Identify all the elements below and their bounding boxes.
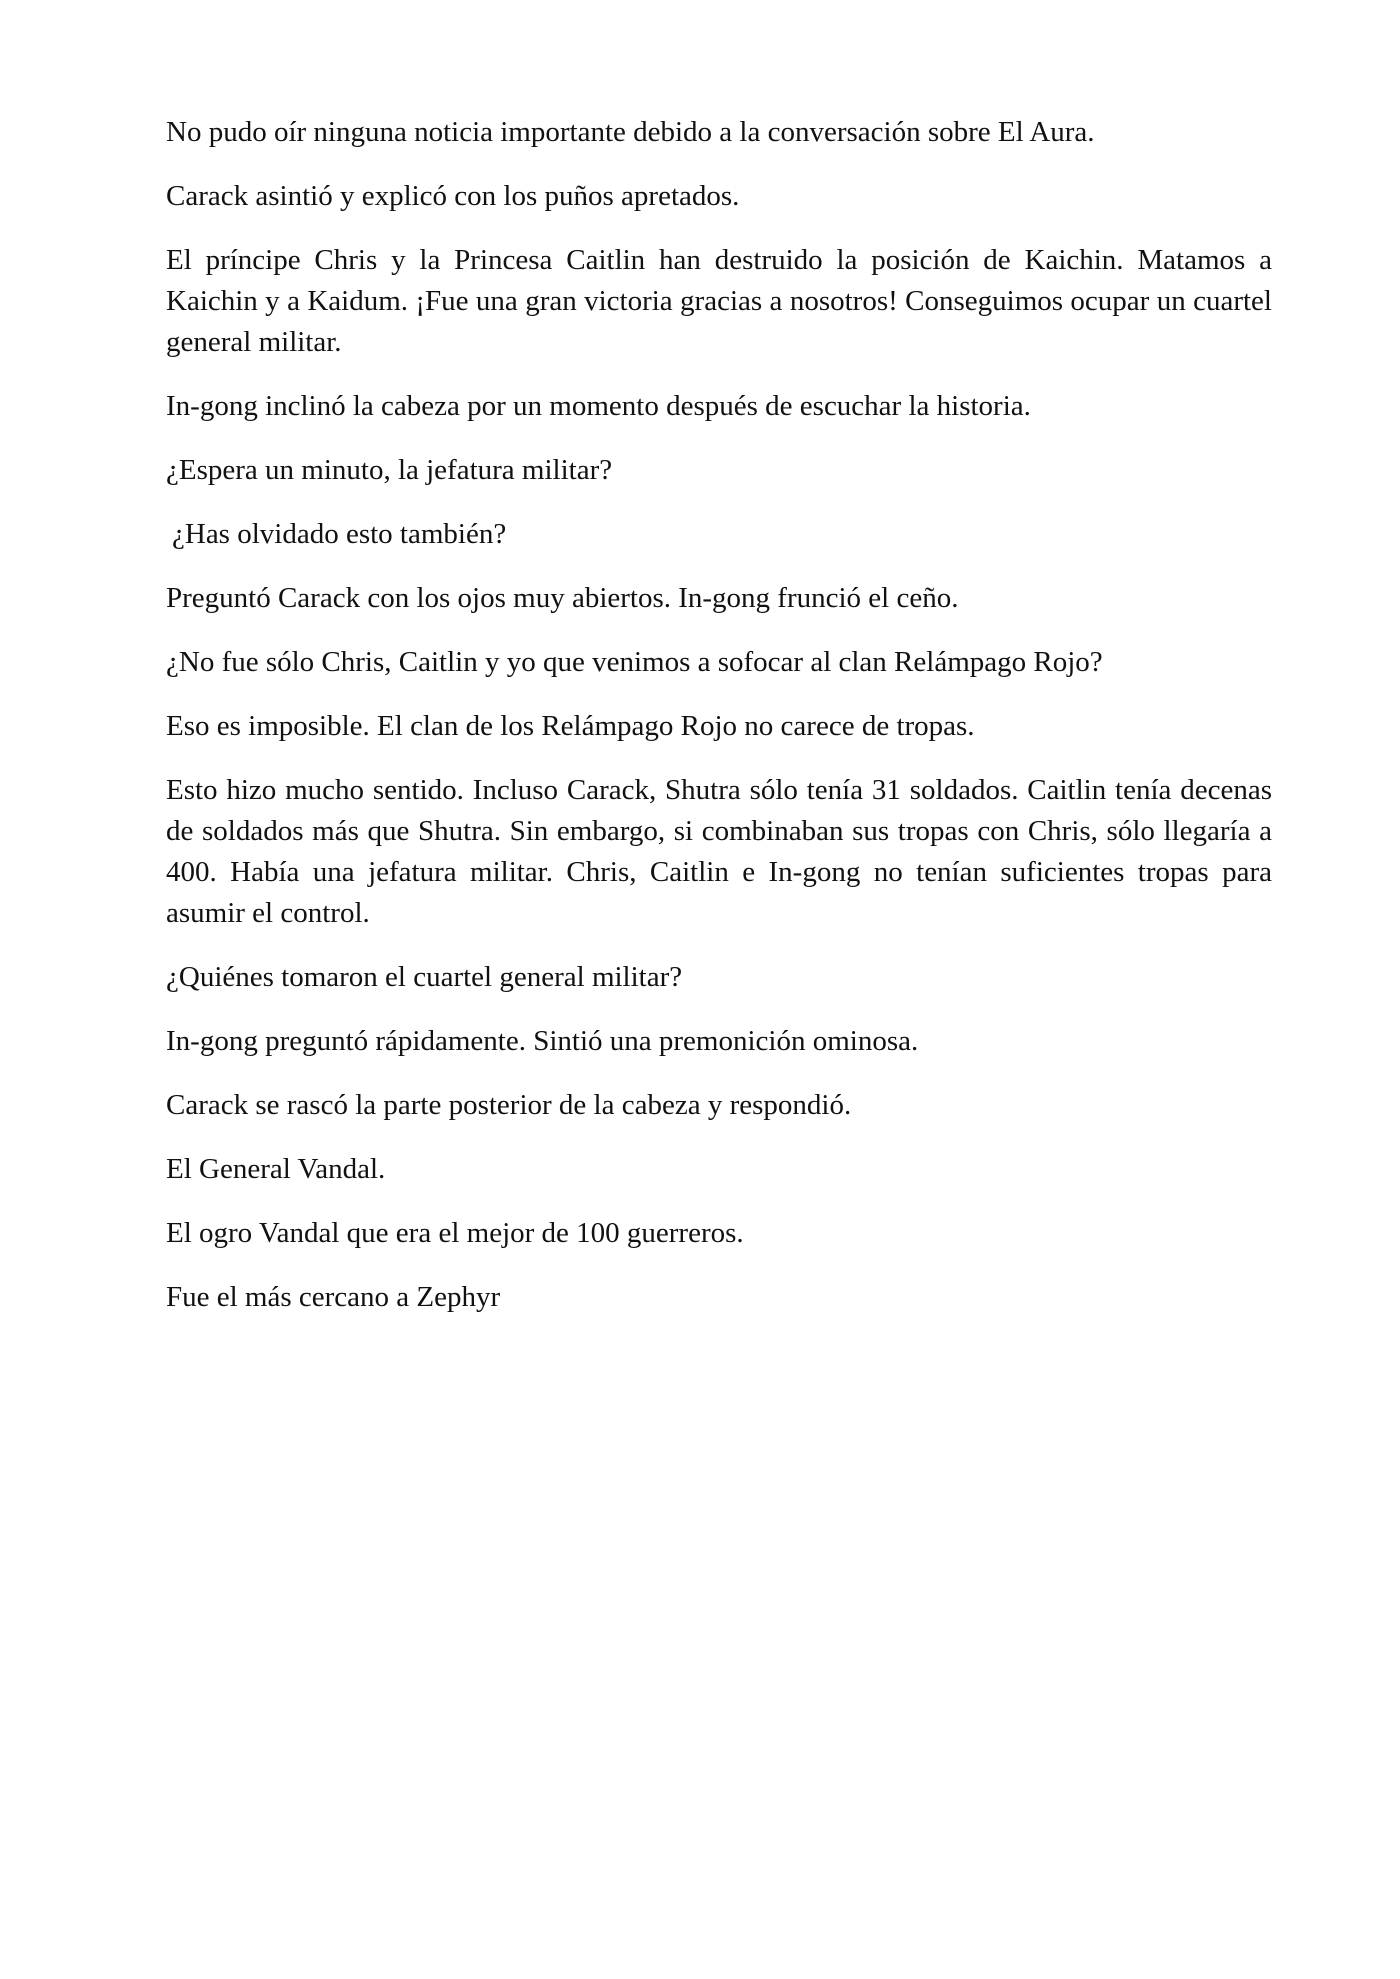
paragraph: Carack se rascó la parte posterior de la cabeza y respondió. [166, 1089, 852, 1121]
paragraph: ¿Has olvidado esto también? [172, 518, 507, 550]
paragraph: No pudo oír ninguna noticia importante debido a la conversación sobre El Aura. [166, 116, 1095, 148]
paragraph: Esto hizo mucho sentido. Incluso Carack, Shutra sólo tenía 31 soldados. Caitlin tenía decenas de soldados más que Shutra. Sin embargo, si combinaban sus tropas con Chris, sólo llegaría a 400. Había una jefatura militar. Chris, Caitlin e In-gong no tenían suficientes tropas para asumir el control. [166, 774, 1272, 929]
paragraph: Fue el más cercano a Zephyr [166, 1281, 501, 1313]
paragraph: ¿Quiénes tomaron el cuartel general militar? [166, 961, 683, 993]
paragraph: Eso es imposible. El clan de los Relámpago Rojo no carece de tropas. [166, 710, 975, 742]
paragraph: El príncipe Chris y la Princesa Caitlin han destruido la posición de Kaichin. Matamos a Kaichin y a Kaidum. ¡Fue una gran victoria gracias a nosotros! Conseguimos ocupar un cuartel general militar. [166, 244, 1272, 358]
paragraph: El ogro Vandal que era el mejor de 100 guerreros. [166, 1217, 744, 1249]
body-text [166, 112, 1272, 1341]
paragraph: El General Vandal. [166, 1153, 386, 1185]
paragraph: Carack asintió y explicó con los puños apretados. [166, 180, 740, 212]
paragraph: In-gong preguntó rápidamente. Sintió una premonición ominosa. [166, 1025, 919, 1057]
paragraph: ¿Espera un minuto, la jefatura militar? [166, 454, 613, 486]
paragraph: Preguntó Carack con los ojos muy abiertos. In-gong frunció el ceño. [166, 582, 959, 614]
paragraph: In-gong inclinó la cabeza por un momento después de escuchar la historia. [166, 390, 1031, 422]
paragraph: ¿No fue sólo Chris, Caitlin y yo que venimos a sofocar al clan Relámpago Rojo? [166, 646, 1103, 678]
